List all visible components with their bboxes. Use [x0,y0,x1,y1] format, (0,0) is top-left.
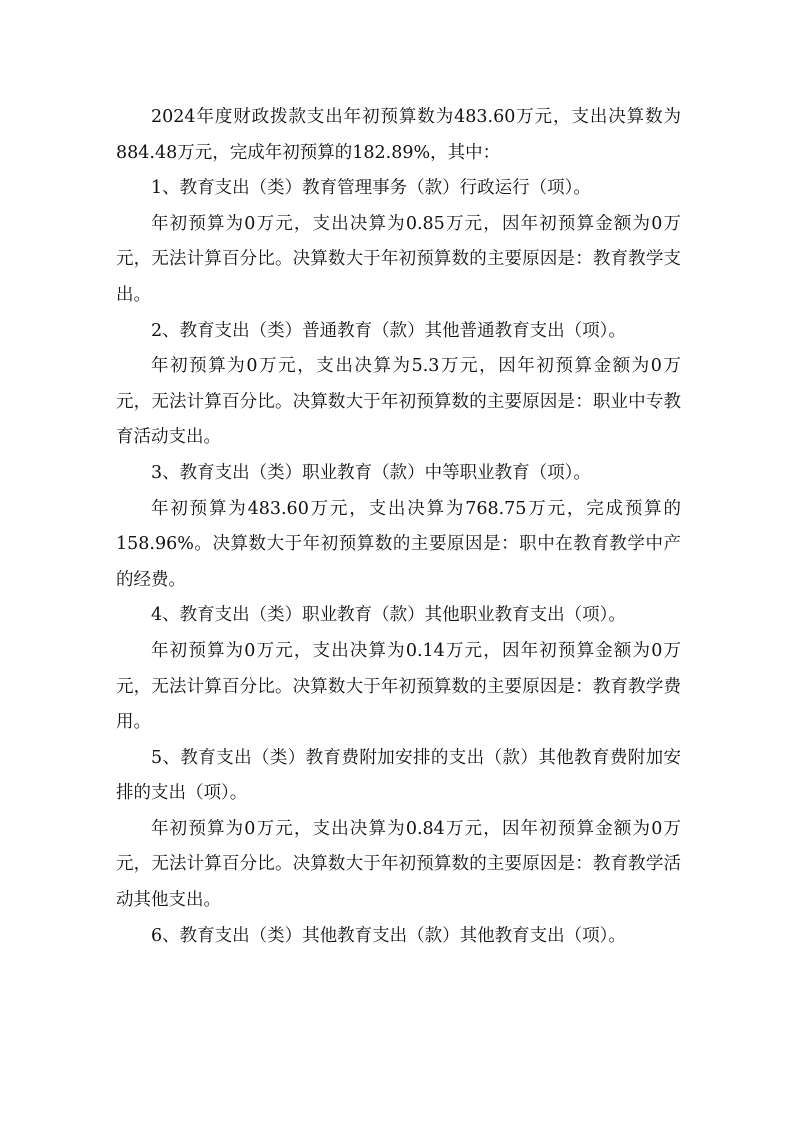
text-line: 元，无法计算百分比。决算数大于年初预算数的主要原因是：教育教学活 [116,854,681,875]
paragraph [116,492,681,599]
paragraph [116,349,681,456]
paragraph [116,100,681,171]
paragraph [116,919,681,955]
text-line: 2024年度财政拨款支出年初预算数为483.60万元，支出决算数为 [151,107,681,127]
text-line: 年初预算为0万元，支出决算为5.3万元，因年初预算金额为0万 [151,356,681,377]
text-line: 4、教育支出（类）职业教育（款）其他职业教育支出（项）。 [151,605,626,626]
text-line: 1、教育支出（类）教育管理事务（款）行政运行（项）。 [151,178,591,199]
paragraph [116,456,681,492]
text-line: 排的支出（项）。 [116,783,248,804]
text-line: 年初预算为0万元，支出决算为0.85万元，因年初预算金额为0万 [151,213,681,234]
text-line: 的经费。 [116,569,186,590]
paragraph [116,207,681,314]
text-line: 育活动支出。 [116,427,221,448]
paragraph [116,598,681,634]
text-line: 年初预算为0万元，支出决算为0.14万元，因年初预算金额为0万 [151,640,681,661]
paragraph [116,741,681,812]
text-line: 6、教育支出（类）其他教育支出（款）其他教育支出（项）。 [151,925,626,946]
text-line: 884.48万元，完成年初预算的182.89%，其中： [116,142,501,163]
text-line: 年初预算为483.60万元，支出决算为768.75万元，完成预算的 [151,498,681,519]
text-line: 5、教育支出（类）教育费附加安排的支出（款）其他教育费附加安 [151,747,681,768]
paragraph [116,314,681,350]
text-line: 元，无法计算百分比。决算数大于年初预算数的主要原因是：教育教学支 [116,249,681,270]
text-line: 出。 [116,284,151,305]
text-line: 元，无法计算百分比。决算数大于年初预算数的主要原因是：职业中专教 [116,391,681,412]
document-body [116,100,681,954]
paragraph [116,812,681,919]
text-line: 动其他支出。 [116,890,221,911]
text-line: 158.96%。决算数大于年初预算数的主要原因是：职中在教育教学中产 [116,534,681,555]
text-line: 3、教育支出（类）职业教育（款）中等职业教育（项）。 [151,462,591,483]
text-line: 元，无法计算百分比。决算数大于年初预算数的主要原因是：教育教学费 [116,676,681,697]
paragraph [116,171,681,207]
text-line: 2、教育支出（类）普通教育（款）其他普通教育支出（项）。 [151,320,626,341]
paragraph [116,634,681,741]
text-line: 年初预算为0万元，支出决算为0.84万元，因年初预算金额为0万 [151,818,681,839]
text-line: 用。 [116,712,151,733]
